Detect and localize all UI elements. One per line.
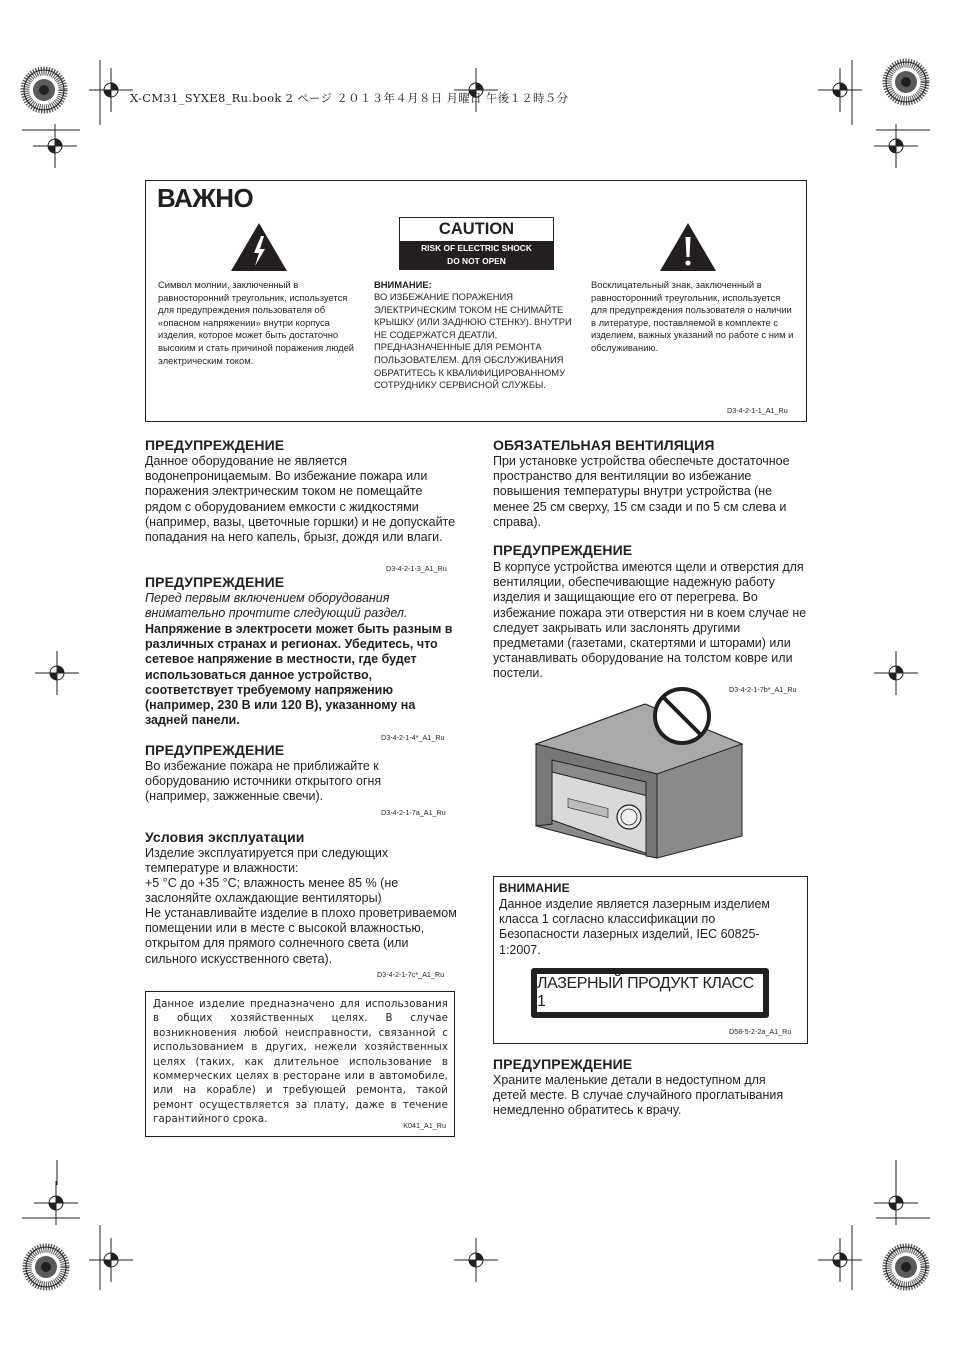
caution-line-1: RISK OF ELECTRIC SHOCK <box>421 243 532 253</box>
warning-5-text: Храните маленькие детали в недоступном для детей месте. В случае случайного проглатывания немедленно обратитесь к врачу. <box>493 1073 784 1118</box>
covered-device-illustration <box>530 686 750 862</box>
crosshair-icon <box>33 124 77 168</box>
important-title: ВАЖНО <box>157 183 254 213</box>
warning-3-heading: ПРЕДУПРЕЖДЕНИЕ <box>145 742 285 758</box>
conditions-heading: Условия эксплуатации <box>145 829 305 845</box>
star-target-icon <box>26 1247 66 1287</box>
warning-5-heading: ПРЕДУПРЕЖДЕНИЕ <box>493 1056 633 1072</box>
crosshair-icon <box>818 68 862 112</box>
lightning-description: Символ молнии, заключенный в равносторонний треугольник, используется для предупреждения пользователя об «опасном напряжении» внутри корпуса изделия, которое может быть достаточно высоким и стать причиной поражения людей электрическим током. <box>158 279 355 366</box>
book-header-line: X-CM31_SYXE8_Ru.book 2 ページ ２０１３年４月８日 月曜日 午後１２時５分 <box>130 91 569 105</box>
caution-banner <box>400 241 553 269</box>
crosshair-icon <box>89 1238 133 1282</box>
warning-2-bold: Напряжение в электросети может быть разным в различных странах и регионах. Убедитесь, что сетевое напряжение в местности, где будет использоваться данное устройство, соответствует требуемому напряжению (например, 230 В или 120 В), указанному на задней панели. <box>145 622 453 728</box>
household-use-code: K041_A1_Ru <box>403 1121 446 1130</box>
laser-class-label <box>531 968 769 1018</box>
caution-heading: ВНИМАНИЕ: <box>374 279 432 290</box>
star-target-icon <box>886 62 926 102</box>
crosshair-icon <box>874 124 918 168</box>
crosshair-icon <box>35 651 79 695</box>
warning-1-text: Данное оборудование не является водонепроницаемым. Во избежание пожара или поражения электрическим током не помещайте рядом с оборудованием емкости с жидкостями (например, вазы, цветочные горшки) и не допускайте попадания на него капель, брызг, дождя или влаги. <box>145 454 456 545</box>
warning-1-code: D3-4-2-1-3_A1_Ru <box>386 564 447 573</box>
caution-word: CAUTION <box>438 220 515 238</box>
conditions-text-3: Не устанавливайте изделие в плохо проветриваемом помещении или в месте с высокой влажностью, открытом для прямого солнечного света (или сильного искусственного света). <box>145 906 457 966</box>
ventilation-heading: ОБЯЗАТЕЛЬНАЯ ВЕНТИЛЯЦИЯ <box>493 437 715 453</box>
caution-line-2: DO NOT OPEN <box>447 255 506 266</box>
warning-3-code: D3-4-2-1-7a_A1_Ru <box>381 808 446 817</box>
laser-notice-text: Данное изделие является лазерным изделием класса 1 согласно классификации по Безопасности лазерных изделий, IEC 60825-1:2007. <box>499 897 771 957</box>
household-use-text: Данное изделие предназначено для использования в общих хозяйственных целях. В случае возникновения любой неисправности, связанной с использованием в других, нежели хозяйственных целях (таких, как длительное использование в коммерческих целях в ресторане или в автомобиле, или на корабле) и требующей ремонта, такой ремонт осуществляется за плату, даже в течение гарантийного срока. <box>153 999 448 1126</box>
crosshair-icon <box>454 1238 498 1282</box>
ventilation-text: При установке устройства обеспечьте достаточное пространство для вентиляции во избежание повышения температуры внутри устройства (не менее 25 см сверху, 15 см сзади и по 5 см слева и справа). <box>493 454 790 529</box>
warning-2-code: D3-4-2-1-4*_A1_Ru <box>381 733 445 742</box>
crosshair-icon <box>818 1238 862 1282</box>
laser-class-text: ЛАЗЕРНЫЙ ПРОДУКТ КЛАСС 1 <box>537 974 763 1012</box>
warning-2-heading: ПРЕДУПРЕЖДЕНИЕ <box>145 574 285 590</box>
exclamation-description: Восклицательный знак, заключенный в равносторонний треугольник, используется для предупреждения пользователя о наличии в литературе, поставляемой в комплекте с изделием, важных указаний по работе с ним и обслуживанию. <box>591 279 794 353</box>
warning-1-heading: ПРЕДУПРЕЖДЕНИЕ <box>145 437 285 453</box>
warning-4-code: D3-4-2-1-7b*_A1_Ru <box>729 685 797 694</box>
household-use-box <box>145 991 455 1137</box>
warning-4-heading: ПРЕДУПРЕЖДЕНИЕ <box>493 542 633 558</box>
crosshair-icon <box>874 651 918 695</box>
conditions-code: D3-4-2-1-7c*_A1_Ru <box>377 970 445 979</box>
warning-3-text: Во избежание пожара не приближайте к оборудованию источники открытого огня (например, зажженные свечи). <box>145 759 382 804</box>
star-target-icon <box>24 70 64 110</box>
laser-notice-code: D58-5-2-2a_A1_Ru <box>729 1027 792 1036</box>
star-target-icon <box>886 1247 926 1287</box>
laser-notice-heading: ВНИМАНИЕ <box>499 881 570 895</box>
lightning-warning-icon <box>230 222 288 272</box>
exclamation-warning-icon <box>659 222 717 272</box>
important-code: D3-4-2-1-1_A1_Ru <box>727 406 788 415</box>
conditions-text-2: +5 °C до +35 °C; влажность менее 85 % (не заслоняйте охлаждающие вентиляторы) <box>145 876 399 906</box>
warning-2-italic: Перед первым включением оборудования внимательно прочтите следующий раздел. <box>145 591 408 621</box>
conditions-text-1: Изделие эксплуатируется при следующих температуре и влажности: <box>145 846 389 876</box>
crosshair-icon <box>89 68 133 112</box>
caution-label <box>399 217 554 270</box>
caution-description: ВО ИЗБЕЖАНИЕ ПОРАЖЕНИЯ ЭЛЕКТРИЧЕСКИМ ТОКОМ НЕ СНИМАЙТЕ КРЫШКУ (ИЛИ ЗАДНЮЮ СТЕНКУ). ВНУТРИ НЕ СОДЕРЖАТСЯ ДЕАТЛИ, ПРЕДНАЗНАЧЕННЫЕ ДЛЯ РЕМОНТА ПОЛЬЗОВАТЕЛЕМ. ДЛЯ ОБСЛУЖИВАНИЯ ОБРАТИТЕСЬ К КВАЛИФИЦИРОВАННОМУ СОТРУДНИКУ СЕРВИСНОЙ СЛУЖБЫ. <box>374 291 572 391</box>
warning-4-text: В корпусе устройства имеются щели и отверстия для вентиляции, обеспечивающие надежную работу изделия и защищающие его от перегрева. Во избежание пожара эти отверстия ни в коем случае не следует закрывать или заслонять другими предметами (газетами, скатертями и шторами) или устанавливать оборудование на толстом ковре или постели. <box>493 560 807 681</box>
